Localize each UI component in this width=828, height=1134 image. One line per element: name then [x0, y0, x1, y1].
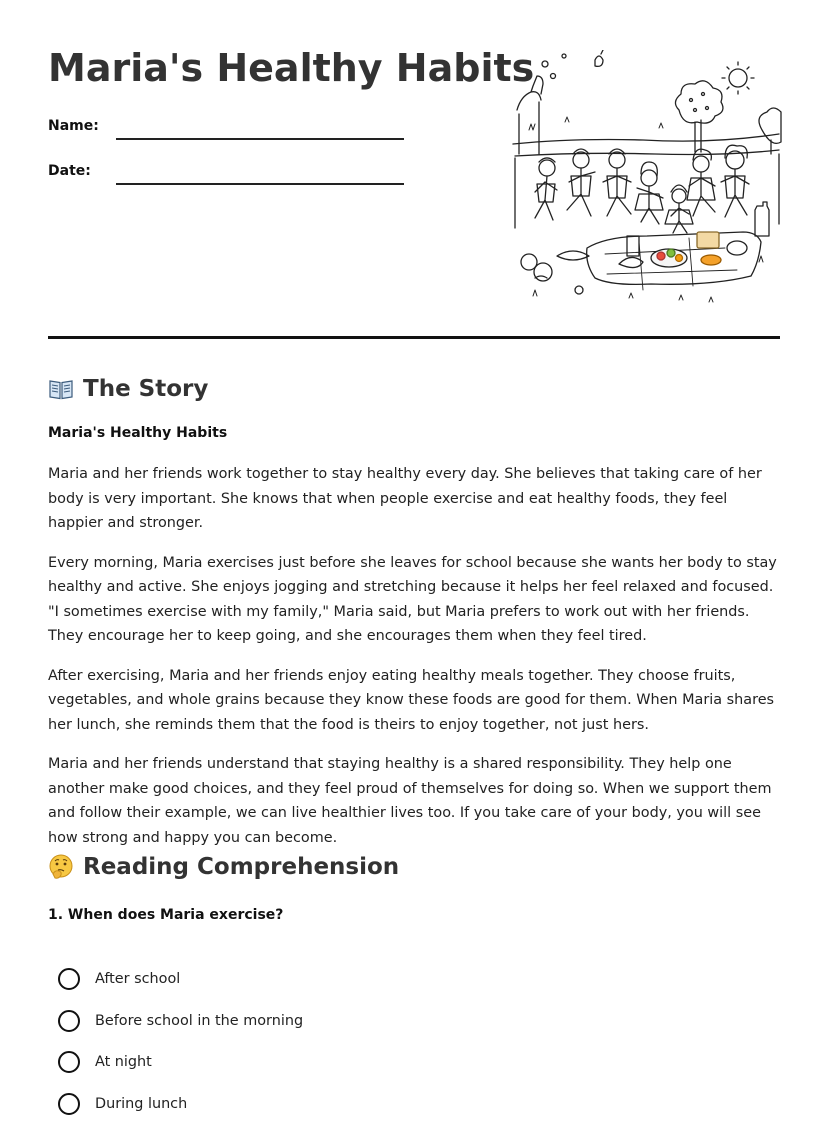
answer-option-label: During lunch [95, 1095, 188, 1112]
answer-option-label: At night [95, 1054, 152, 1070]
radio-button[interactable] [58, 1010, 80, 1032]
answer-option[interactable] [58, 1093, 303, 1115]
sun-icon [722, 62, 754, 94]
story-heading-text: The Story [83, 376, 209, 402]
name-field[interactable] [48, 118, 408, 142]
tree-icon [759, 108, 781, 154]
question-prompt: 1. When does Maria exercise? [48, 907, 284, 923]
thinking-face-icon [48, 854, 74, 880]
story-heading [48, 376, 208, 402]
child-figure [635, 162, 663, 224]
header-divider [48, 336, 780, 339]
radio-button[interactable] [58, 968, 80, 990]
children-running-picnic-illustration [509, 50, 783, 312]
child-figure [535, 158, 557, 220]
answer-option-label: After school [95, 971, 181, 987]
child-figure [721, 145, 749, 217]
date-label: Date: [48, 163, 91, 179]
date-line[interactable] [116, 183, 404, 185]
worksheet-title: Maria's Healthy Habits [48, 46, 535, 90]
answer-option[interactable] [58, 968, 303, 990]
tree-icon [517, 50, 603, 154]
answer-options [58, 968, 303, 1134]
story-body [48, 462, 783, 865]
child-figure [567, 149, 595, 216]
radio-button[interactable] [58, 1093, 80, 1115]
story-subtitle: Maria's Healthy Habits [48, 425, 228, 441]
name-label: Name: [48, 118, 99, 134]
comprehension-heading [48, 854, 399, 880]
answer-option-label: Before school in the morning [95, 1012, 304, 1029]
fruit-icon [521, 251, 589, 294]
story-paragraph: After exercising, Maria and her friends enjoy eating healthy meals together. They choose fruits, vegetables, and whole grains because they know these foods are good for them. When Maria shares her lunch, she reminds them that the food is theirs to enjoy together, not just hers. [48, 667, 775, 733]
story-paragraph: Maria and her friends understand that staying healthy is a shared responsibility. They help one another make good choices, and they feel proud of themselves for doing so. When we support them and follow their example, we can live healthier lives too. If you take care of your body, you will see how strong and happy you can become. [48, 756, 772, 846]
child-figure [603, 149, 631, 216]
date-field[interactable] [48, 163, 408, 187]
comprehension-heading-text: Reading Comprehension [83, 854, 400, 880]
answer-option[interactable] [58, 1051, 303, 1073]
story-paragraph: Every morning, Maria exercises just before she leaves for school because she wants her body to stay healthy and active. She enjoys jogging and stretching because it helps her feel relaxed and focused. "I sometimes exercise with my family," Maria said, but Maria prefers to work out with her friends. They encourage her to keep going, and she encourages them when they feel tired. [48, 554, 777, 644]
radio-button[interactable] [58, 1051, 80, 1073]
open-book-icon [48, 376, 74, 402]
story-paragraph: Maria and her friends work together to stay healthy every day. She believes that taking care of her body is very important. She knows that when people exercise and eat healthy foods, they feel happier and stronger. [48, 466, 762, 531]
name-line[interactable] [116, 138, 404, 140]
child-figure [687, 149, 715, 216]
answer-option[interactable] [58, 1010, 303, 1032]
